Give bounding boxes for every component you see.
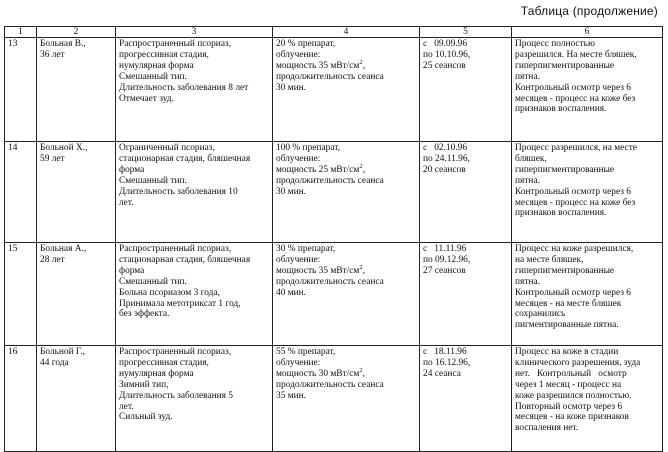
column-header: 2	[37, 27, 116, 38]
period-cell	[420, 142, 512, 243]
diagnosis-line: Принимала метотрикcат 1 год,	[119, 298, 241, 309]
drug-concentration: 20 % препарат,	[276, 39, 336, 49]
result-line: пятна.	[515, 175, 540, 186]
session-duration-line: 40 мин.	[276, 287, 307, 298]
diagnosis-line: прогрессивная стадия,	[119, 357, 209, 368]
diagnosis-line: лет.	[119, 197, 134, 208]
power-value: мощность 35 мВт/см	[276, 265, 360, 276]
period-line: 27 сеансов	[423, 265, 466, 276]
diagnosis-line: Отмечает зуд.	[119, 93, 174, 104]
power-exponent: 2	[359, 58, 363, 66]
irradiation-label: облучение:	[276, 49, 321, 60]
diagnosis-line: Ограниченный псориаз,	[119, 143, 215, 153]
diagnosis-line: Длительность заболевания 10	[119, 186, 238, 197]
irradiation-label: облучение:	[276, 357, 321, 368]
period-line: по 16.12.96,	[423, 357, 471, 368]
patient-line: 36 лет	[40, 49, 65, 60]
result-line: Процесс разрешился, на месте	[515, 143, 637, 153]
row-number-cell: 15	[5, 243, 37, 346]
power-suffix: ,	[362, 164, 365, 175]
patient-line: 44 года	[40, 357, 69, 368]
diagnosis-line: стационарная стадия, бляшечная	[119, 153, 251, 164]
session-duration-line: продолжительность сеанса	[276, 71, 384, 82]
patient-line: 59 лет	[40, 153, 65, 164]
result-cell	[512, 243, 663, 346]
result-line: нет. Контрольный осмотр	[515, 368, 627, 379]
diagnosis-cell	[116, 38, 273, 142]
result-line: воспаления нет.	[515, 423, 579, 434]
result-line: Процесс на коже разрешился,	[515, 244, 634, 254]
power-value: мощность 25 мВт/см	[276, 164, 360, 175]
row-number-cell: 14	[5, 142, 37, 243]
result-line: Процесс полностью	[515, 39, 595, 49]
table-row	[5, 142, 663, 243]
period-line: с 18.11.96	[423, 347, 467, 357]
diagnosis-line: Сильный зуд.	[119, 412, 173, 423]
result-line: Процесс на коже в стадии	[515, 347, 619, 357]
diagnosis-line: нумулярная форма	[119, 60, 194, 71]
diagnosis-line: Больна псориазом 3 года,	[119, 287, 220, 298]
power-suffix: ,	[362, 60, 365, 71]
table-row	[5, 38, 663, 142]
session-duration-line: продолжительность сеанса	[276, 276, 384, 287]
result-line: признаков воспаления.	[515, 208, 607, 219]
power-exponent: 2	[359, 162, 363, 170]
irradiation-label: облучение:	[276, 153, 321, 164]
diagnosis-cell	[116, 142, 273, 243]
result-line: разрешился. На месте бляшек,	[515, 49, 637, 60]
column-header: 6	[512, 27, 663, 38]
column-header: 4	[273, 27, 420, 38]
result-cell	[512, 142, 663, 243]
diagnosis-line: Распространенный псориаз,	[119, 244, 232, 254]
result-line: Контрольный осмотр через 6	[515, 287, 631, 298]
diagnosis-line: Длительность заболевания 8 лет	[119, 82, 249, 93]
period-line: с 02.10.96	[423, 143, 468, 153]
drug-concentration: 100 % препарат,	[276, 143, 340, 153]
power-exponent: 2	[359, 263, 363, 271]
irradiation-label: облучение:	[276, 254, 321, 265]
result-line: сохранились	[515, 309, 566, 320]
table-row	[5, 243, 663, 346]
diagnosis-cell	[116, 243, 273, 346]
treatment-cell	[273, 142, 420, 243]
result-line: Повторный осмотр через 6	[515, 401, 623, 412]
result-line: гиперпигментированные	[515, 60, 615, 71]
diagnosis-cell	[116, 346, 273, 452]
result-cell	[512, 346, 663, 452]
drug-concentration: 30 % препарат,	[276, 244, 336, 254]
table-caption: Таблица (продолжение)	[520, 4, 658, 18]
patient-line: Больная В.,	[40, 39, 86, 49]
result-line: Контрольный осмотр через 6	[515, 82, 631, 93]
results-table	[4, 26, 663, 452]
table-body	[5, 38, 663, 452]
power-suffix: ,	[362, 265, 365, 276]
result-line: месяцев - процесс на коже без	[515, 93, 636, 104]
diagnosis-line: форма	[119, 265, 145, 276]
patient-cell	[37, 142, 116, 243]
patient-cell	[37, 38, 116, 142]
period-line: с 09.09.96	[423, 39, 468, 49]
patient-line: 28 лет	[40, 254, 65, 265]
diagnosis-line: Зимний тип,	[119, 379, 169, 390]
result-line: признаков воспаления.	[515, 104, 607, 115]
period-line: по 24.11.96,	[423, 153, 470, 164]
period-line: по 10.10.96,	[423, 49, 471, 60]
diagnosis-line: Распространенный псориаз,	[119, 39, 232, 49]
column-header: 5	[420, 27, 512, 38]
result-line: на месте бляшек,	[515, 254, 584, 265]
result-line: бляшек,	[515, 153, 547, 164]
power-value: мощность 35 мВт/см	[276, 60, 360, 71]
result-cell	[512, 38, 663, 142]
drug-concentration: 55 % препарат,	[276, 347, 336, 357]
session-duration-line: 35 мин.	[276, 390, 307, 401]
irradiation-power	[276, 58, 416, 72]
patient-line: Больной Х.,	[40, 143, 88, 153]
header-row	[5, 27, 663, 38]
patient-cell	[37, 243, 116, 346]
diagnosis-line: Смешанный тип.	[119, 71, 187, 82]
period-line: с 11.11.96	[423, 244, 467, 254]
period-line: 20 сеансов	[423, 164, 466, 175]
result-line: Контрольный осмотр через 6	[515, 186, 631, 197]
result-line: через 1 месяц - процесс на	[515, 379, 622, 390]
diagnosis-line: Длительность заболевания 5	[119, 390, 233, 401]
result-line: месяцев - на коже признаков	[515, 412, 629, 423]
diagnosis-line: стационарная стадия, бляшечная	[119, 254, 251, 265]
patient-line: Больная А.,	[40, 244, 87, 254]
irradiation-power	[276, 162, 416, 176]
result-line: коже разрешился полностью.	[515, 390, 632, 401]
treatment-cell	[273, 243, 420, 346]
diagnosis-line: лет.	[119, 401, 134, 412]
result-line: клинического разрешения, зуда	[515, 357, 641, 368]
irradiation-power	[276, 263, 416, 277]
patient-line: Больной Г.,	[40, 347, 86, 357]
row-number-cell: 13	[5, 38, 37, 142]
irradiation-power	[276, 366, 416, 380]
diagnosis-line: Смешанный тип.	[119, 175, 187, 186]
result-line: гиперпигментированные	[515, 265, 615, 276]
period-line: 24 сеанса	[423, 368, 461, 379]
session-duration-line: 30 мин.	[276, 82, 307, 93]
power-exponent: 2	[359, 366, 363, 374]
period-line: по 09.12.96,	[423, 254, 471, 265]
diagnosis-line: без эффекта.	[119, 309, 170, 320]
period-cell	[420, 243, 512, 346]
treatment-cell	[273, 38, 420, 142]
period-cell	[420, 346, 512, 452]
diagnosis-line: Распространенный псориаз,	[119, 347, 232, 357]
period-cell	[420, 38, 512, 142]
result-line: пятна.	[515, 276, 540, 287]
column-header: 1	[5, 27, 37, 38]
table-row	[5, 346, 663, 452]
column-header: 3	[116, 27, 273, 38]
diagnosis-line: Смешанный тип.	[119, 276, 187, 287]
result-line: гиперпигментированные	[515, 164, 615, 175]
diagnosis-line: нумулярная форма	[119, 368, 194, 379]
row-number-cell: 16	[5, 346, 37, 452]
session-duration-line: продолжительность сеанса	[276, 175, 384, 186]
power-suffix: ,	[362, 368, 365, 379]
treatment-cell	[273, 346, 420, 452]
result-line: месяцев - на месте бляшек	[515, 298, 622, 309]
diagnosis-line: прогрессивная стадия,	[119, 49, 209, 60]
patient-cell	[37, 346, 116, 452]
diagnosis-line: форма	[119, 164, 145, 175]
power-value: мощность 30 мВт/см	[276, 368, 360, 379]
result-line: пятна.	[515, 71, 540, 82]
session-duration-line: продолжительность сеанса	[276, 379, 384, 390]
session-duration-line: 30 мин.	[276, 186, 307, 197]
result-line: пигментированные пятна.	[515, 320, 619, 331]
period-line: 25 сеансов	[423, 60, 466, 71]
result-line: месяцев - процесс на коже без	[515, 197, 636, 208]
